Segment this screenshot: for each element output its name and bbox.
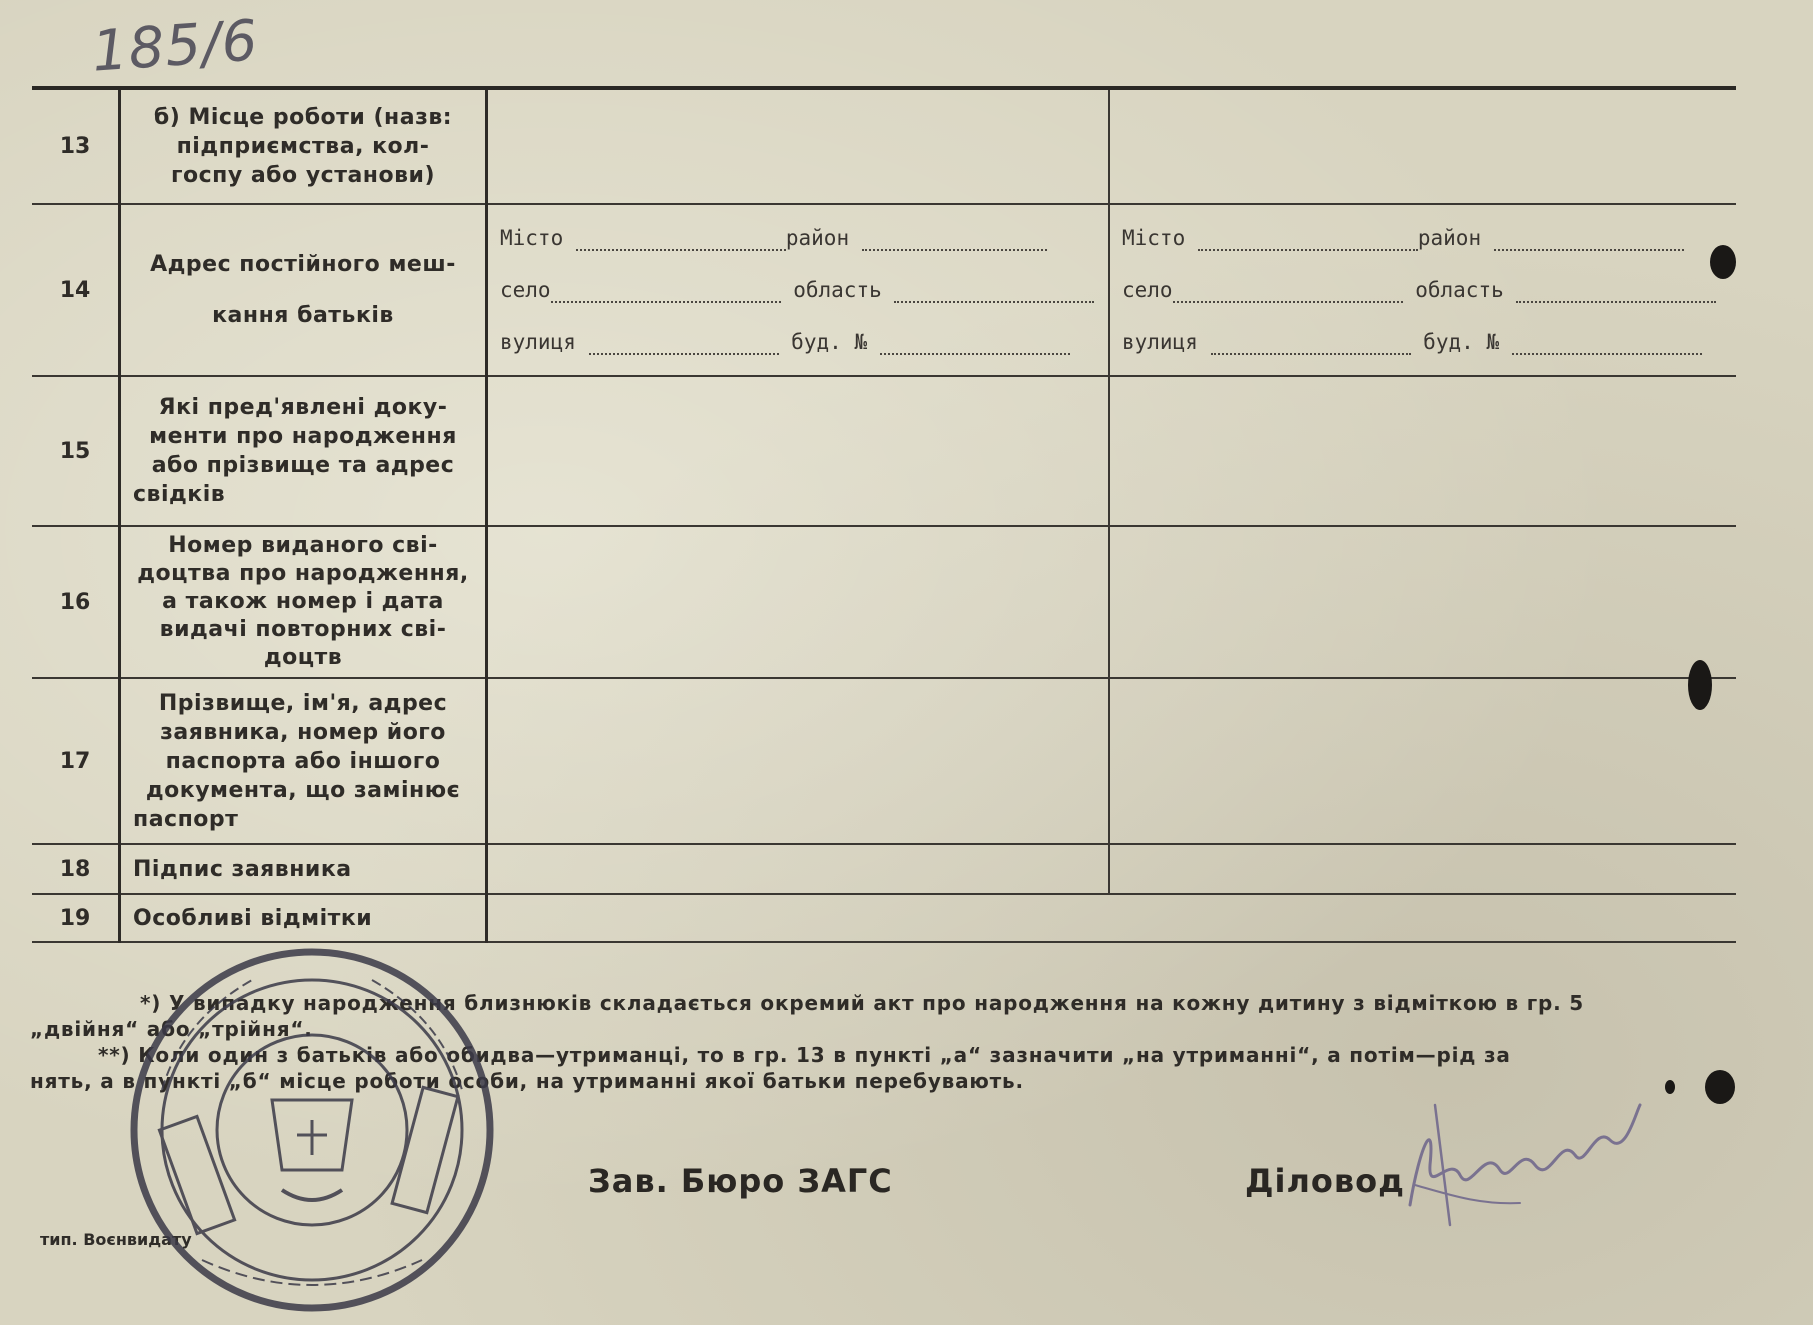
label-line: або прізвище та адрес bbox=[151, 453, 455, 478]
value-cell-father bbox=[487, 678, 1110, 844]
label-line: заявника, номер його bbox=[160, 719, 446, 745]
table-row bbox=[32, 678, 1736, 844]
label-line: менти про народження bbox=[149, 424, 457, 449]
label-line: Прізвище, ім'я, адрес bbox=[158, 690, 448, 716]
label-line: б) Місце роботи (назв: bbox=[153, 105, 453, 130]
label-line: а також номер і дата bbox=[162, 589, 444, 614]
table-row bbox=[32, 894, 1736, 942]
value-cell-mother bbox=[1109, 376, 1736, 526]
region-label: область bbox=[793, 278, 882, 302]
label-line: Номер виданого сві- bbox=[168, 533, 438, 558]
label-line: документа, що замінює bbox=[145, 777, 461, 803]
handwritten-number: 185/6 bbox=[89, 8, 261, 85]
label-line: Підпис заявника bbox=[133, 856, 352, 882]
footnote-2-line-1: **) Коли один з батьків або обидва—утриманці, то в гр. 13 в пункті „а“ зазначити „на утриманні“, а потім—рід за bbox=[98, 1043, 1511, 1067]
house-label: буд. № bbox=[791, 330, 868, 354]
clerk-signature-label: Діловод bbox=[1245, 1162, 1405, 1200]
official-stamp-seal bbox=[122, 940, 502, 1320]
value-cell-mother bbox=[1109, 678, 1736, 844]
label-line: Які пред'явлені доку- bbox=[158, 395, 448, 420]
footnote-1-line-1: *) У випадку народження близнюків складається окремий акт про народження на кожну дитину з відміткою в гр. 5 bbox=[140, 991, 1584, 1015]
head-signature-label: Зав. Бюро ЗАГС bbox=[588, 1162, 893, 1200]
row-number: 18 bbox=[32, 844, 120, 894]
row-label bbox=[120, 204, 487, 376]
footnote-2-line-2: нять, а в пункті „б“ місце роботи особи, на утриманні якої батьки перебувають. bbox=[30, 1069, 1024, 1093]
printer-imprint: тип. Воєнвидату bbox=[40, 1230, 192, 1249]
label-line: Особливі відмітки bbox=[133, 905, 373, 931]
street-label: вулиця bbox=[1122, 330, 1198, 354]
label-line: паспорта або іншого bbox=[165, 748, 441, 774]
registration-form-table bbox=[32, 86, 1736, 943]
label-line: Адрес постійного меш- bbox=[150, 252, 456, 277]
label-line: госпу або установи) bbox=[170, 163, 435, 188]
row-number: 14 bbox=[32, 204, 120, 376]
paper-hole bbox=[1710, 245, 1736, 279]
row-number: 16 bbox=[32, 526, 120, 678]
row-label bbox=[120, 88, 487, 204]
paper-hole bbox=[1705, 1070, 1735, 1104]
value-cell-mother bbox=[1109, 844, 1736, 894]
value-cell-father bbox=[487, 526, 1110, 678]
label-line: паспорт bbox=[133, 806, 239, 832]
region-label: область bbox=[1415, 278, 1504, 302]
table-row bbox=[32, 844, 1736, 894]
clerk-handwritten-signature bbox=[1390, 1085, 1650, 1235]
row-label bbox=[120, 678, 487, 844]
row-label bbox=[120, 844, 487, 894]
row-number: 19 bbox=[32, 894, 120, 942]
value-cell-father bbox=[487, 376, 1110, 526]
table-row bbox=[32, 526, 1736, 678]
value-cell-mother bbox=[1109, 88, 1736, 204]
value-cell-mother bbox=[1109, 894, 1736, 942]
row-label bbox=[120, 894, 487, 942]
house-label: буд. № bbox=[1423, 330, 1500, 354]
value-cell-father bbox=[487, 88, 1110, 204]
table-row bbox=[32, 376, 1736, 526]
paper-hole bbox=[1665, 1080, 1675, 1094]
label-line: доцтв bbox=[263, 645, 343, 670]
village-label: село bbox=[1122, 278, 1173, 302]
row-number: 15 bbox=[32, 376, 120, 526]
row-number: 17 bbox=[32, 678, 120, 844]
city-label: Місто bbox=[500, 226, 564, 250]
row-number: 13 bbox=[32, 88, 120, 204]
label-line: свідків bbox=[133, 482, 226, 507]
value-cell-mother bbox=[1109, 526, 1736, 678]
address-block-mother bbox=[1109, 204, 1736, 376]
address-block-father bbox=[487, 204, 1110, 376]
label-line: кання батьків bbox=[212, 303, 394, 328]
label-line: підприємства, кол- bbox=[176, 134, 430, 159]
row-label bbox=[120, 376, 487, 526]
footnote-1-line-2: „двійня“ або „трійня“. bbox=[30, 1017, 313, 1041]
street-label: вулиця bbox=[500, 330, 576, 354]
row-label bbox=[120, 526, 487, 678]
district-label: район bbox=[1417, 226, 1482, 250]
label-line: доцтва про народження, bbox=[137, 561, 469, 586]
table-row bbox=[32, 88, 1736, 204]
village-label: село bbox=[500, 278, 551, 302]
label-line: видачі повторних сві- bbox=[159, 617, 447, 642]
paper-hole bbox=[1688, 660, 1712, 710]
table-row bbox=[32, 204, 1736, 376]
value-cell-father bbox=[487, 844, 1110, 894]
value-cell-father bbox=[487, 894, 1110, 942]
city-label: Місто bbox=[1122, 226, 1186, 250]
district-label: район bbox=[785, 226, 850, 250]
